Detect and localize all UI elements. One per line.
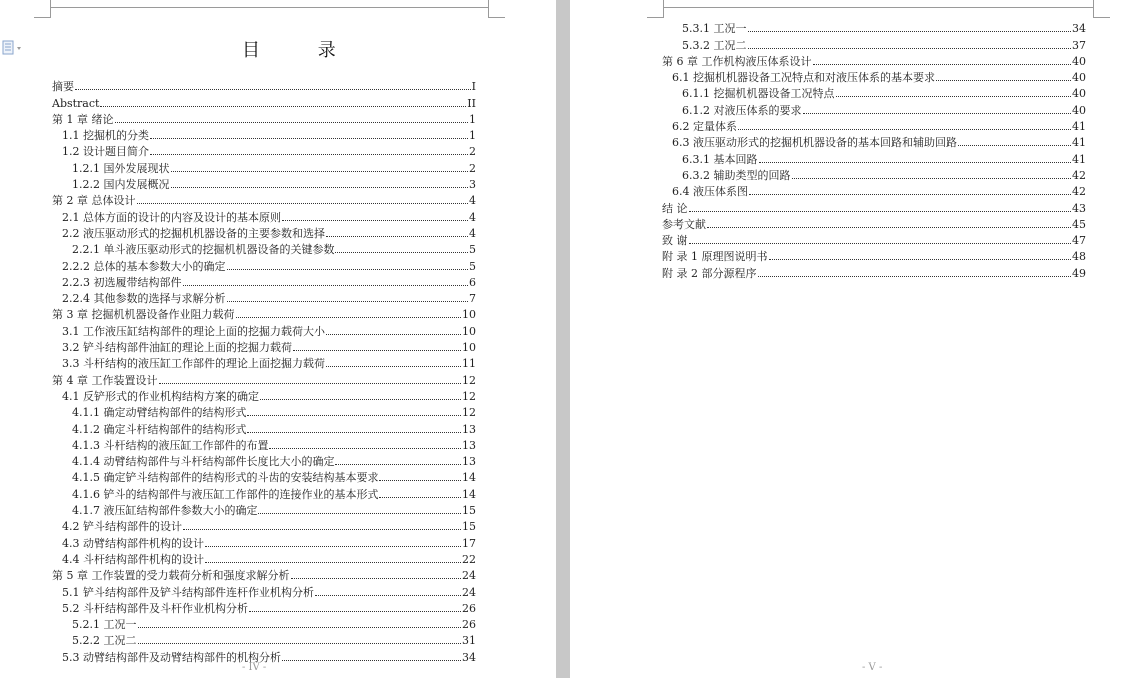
dot-leader [792, 178, 1072, 179]
toc-entry-label: 6.3.2 辅助类型的回路 [682, 168, 791, 182]
dot-leader [260, 399, 461, 400]
toc-entry[interactable] [52, 599, 476, 615]
dot-leader [738, 129, 1071, 130]
toc-entry-page-number: 42 [1072, 185, 1086, 199]
toc-entry[interactable] [52, 582, 476, 598]
dot-leader [115, 122, 469, 123]
dot-leader [249, 611, 461, 612]
toc-entry-label: 5.3 动臂结构部件及动臂结构部件的机构分析 [62, 650, 281, 664]
toc-entry-page-number: 41 [1072, 120, 1086, 134]
toc-entry-page-number: 7 [469, 292, 476, 306]
toc-entry[interactable] [662, 166, 1086, 182]
page-number-footer: - V - [862, 662, 883, 673]
toc-entry-page-number: 12 [462, 406, 476, 420]
toc-entry-page-number: 1 [469, 112, 476, 126]
dot-leader [335, 252, 468, 253]
dot-leader [293, 350, 461, 351]
toc-entry-page-number: 40 [1072, 87, 1086, 101]
dot-leader [326, 366, 461, 367]
dot-leader [335, 464, 461, 465]
toc-entry[interactable] [662, 117, 1086, 133]
dot-leader [282, 220, 468, 221]
toc-entry-page-number: 12 [462, 389, 476, 403]
crop-mark [647, 0, 664, 18]
toc-entry-page-number: 40 [1072, 54, 1086, 68]
dot-leader [183, 285, 469, 286]
crop-mark [488, 0, 505, 18]
toc-entry[interactable] [662, 149, 1086, 165]
toc-entry-page-number: I [471, 80, 476, 94]
toc-entry-page-number: 45 [1072, 217, 1086, 231]
toc-entry-label: 6.2 定量体系 [672, 120, 737, 134]
toc-entry-label: 6.1.2 对液压体系的要求 [682, 103, 802, 117]
toc-entry-page-number: 13 [462, 422, 476, 436]
toc-entry-page-number: 41 [1072, 136, 1086, 150]
toc-entry-page-number: 49 [1072, 266, 1086, 280]
dot-leader [205, 546, 461, 547]
toc-entry-page-number: 5 [469, 259, 476, 273]
toc-entry-label: 第 5 章 工作装置的受力载荷分析和强度求解分析 [52, 569, 290, 583]
toc-entry[interactable] [52, 305, 476, 321]
toc-entry[interactable] [662, 198, 1086, 214]
toc-entry-label: Abstract [52, 96, 100, 110]
toc-entry-page-number: 10 [462, 341, 476, 355]
toc-entry-label: 4.1 反铲形式的作业机构结构方案的确定 [62, 389, 259, 403]
toc-entry-label: 摘要 [52, 80, 74, 94]
toc-entry-label: 附 录 1 原理图说明书 [662, 250, 768, 264]
toc-entry-page-number: 24 [462, 585, 476, 599]
crop-mark [34, 0, 51, 18]
toc-entry[interactable] [52, 533, 476, 549]
toc-entry[interactable] [52, 550, 476, 566]
toc-entry[interactable] [52, 256, 476, 272]
dot-leader [227, 269, 469, 270]
crop-mark [1093, 0, 1110, 18]
toc-entry-label: 致 谢 [662, 234, 688, 248]
toc-entry-label: 4.1.3 斗杆结构的液压缸工作部件的布置 [72, 438, 269, 452]
table-of-contents-right [662, 19, 1086, 280]
dot-leader [159, 383, 462, 384]
toc-entry-label: 4.1.6 铲斗的结构部件与液压缸工作部件的连接作业的基本形式 [72, 487, 379, 501]
toc-entry-page-number: 14 [462, 471, 476, 485]
toc-entry-page-number: 48 [1072, 250, 1086, 264]
toc-entry[interactable] [662, 100, 1086, 116]
dot-leader [150, 154, 468, 155]
toc-entry[interactable] [52, 158, 476, 174]
toc-entry-label: 2.2.1 单斗液压驱动形式的挖掘机机器设备的关键参数 [72, 243, 335, 257]
toc-entry[interactable] [662, 19, 1086, 35]
toc-entry[interactable] [52, 468, 476, 484]
toc-entry[interactable] [662, 231, 1086, 247]
toc-entry-page-number: 40 [1072, 103, 1086, 117]
toc-entry-label: 4.1.4 动臂结构部件与斗杆结构部件长度比大小的确定 [72, 455, 335, 469]
toc-entry-page-number: 43 [1072, 201, 1086, 215]
toc-entry-page-number: 26 [462, 618, 476, 632]
dot-leader [958, 145, 1071, 146]
toc-entry[interactable] [52, 387, 476, 403]
toc-entry[interactable] [52, 175, 476, 191]
toc-entry-label: 1.2.2 国内发展概况 [72, 178, 170, 192]
toc-entry-label: 1.2 设计题目简介 [62, 145, 149, 159]
toc-entry-page-number: 41 [1072, 152, 1086, 166]
toc-entry-page-number: 40 [1072, 71, 1086, 85]
toc-entry[interactable] [52, 517, 476, 533]
toc-entry[interactable] [52, 110, 476, 126]
toc-entry[interactable] [52, 126, 476, 142]
toc-entry[interactable] [662, 52, 1086, 68]
toc-entry-label: 3.1 工作液压缸结构部件的理论上面的挖掘力载荷大小 [62, 324, 325, 338]
toc-entry-label: 6.1.1 挖掘机机器设备工况特点 [682, 87, 835, 101]
dot-leader [205, 562, 461, 563]
toc-entry-label: 4.1.7 液压缸结构部件参数大小的确定 [72, 504, 258, 518]
dot-leader [137, 203, 469, 204]
dot-leader [758, 276, 1072, 277]
toc-entry[interactable] [52, 289, 476, 305]
toc-entry-label: 6.3.1 基本回路 [682, 152, 758, 166]
toc-entry[interactable] [662, 84, 1086, 100]
toc-entry[interactable] [52, 566, 476, 582]
toc-entry-label: 第 4 章 工作装置设计 [52, 373, 158, 387]
toc-entry[interactable] [662, 68, 1086, 84]
toc-entry-page-number: 34 [462, 650, 476, 664]
toc-entry-label: 5.3.1 工况一 [682, 22, 747, 36]
toc-entry-label: 2.1 总体方面的设计的内容及设计的基本原则 [62, 210, 281, 224]
toc-entry-page-number: 34 [1072, 22, 1086, 36]
toc-entry-label: 3.2 铲斗结构部件油缸的理论上面的挖掘力载荷 [62, 341, 292, 355]
toc-entry[interactable] [662, 133, 1086, 149]
toc-entry-label: 6.4 液压体系图 [672, 185, 748, 199]
toc-entry[interactable] [52, 207, 476, 223]
dot-leader [282, 660, 461, 661]
toc-entry[interactable] [52, 436, 476, 452]
toc-entry[interactable] [52, 370, 476, 386]
toc-entry[interactable] [52, 419, 476, 435]
toc-entry-page-number: 26 [462, 601, 476, 615]
header-rule [50, 7, 488, 8]
toc-entry[interactable] [52, 615, 476, 631]
dot-leader [689, 211, 1072, 212]
dot-leader [748, 48, 1072, 49]
toc-entry-label: 6.3 液压驱动形式的挖掘机机器设备的基本回路和辅助回路 [672, 136, 957, 150]
toc-entry-page-number: 2 [469, 161, 476, 175]
toc-entry-page-number: 1 [469, 129, 476, 143]
toc-entry[interactable] [662, 215, 1086, 231]
toc-entry-page-number: 11 [462, 357, 476, 371]
dot-leader [689, 243, 1072, 244]
toc-entry-label: 第 1 章 绪论 [52, 112, 114, 126]
document-page-right [570, 0, 1137, 678]
toc-entry[interactable] [52, 484, 476, 500]
toc-entry-label: 附 录 2 部分源程序 [662, 266, 757, 280]
dot-leader [836, 96, 1072, 97]
toc-entry[interactable] [52, 403, 476, 419]
toc-entry-label: 4.1.1 确定动臂结构部件的结构形式 [72, 406, 247, 420]
toc-entry[interactable] [52, 240, 476, 256]
toc-entry-label: 5.2 斗杆结构部件及斗杆作业机构分析 [62, 601, 248, 615]
dot-leader [247, 432, 461, 433]
toc-entry-page-number: 14 [462, 487, 476, 501]
dot-leader [936, 80, 1071, 81]
dot-leader [236, 317, 462, 318]
toc-entry-page-number: 37 [1072, 38, 1086, 52]
dot-leader [291, 578, 462, 579]
toc-entry-page-number: 12 [462, 373, 476, 387]
dot-leader [150, 138, 468, 139]
toc-entry-page-number: 4 [469, 210, 476, 224]
dot-leader [171, 187, 469, 188]
toc-entry-page-number: 31 [462, 634, 476, 648]
toc-entry-label: 5.1 铲斗结构部件及铲斗结构部件连杆作业机构分析 [62, 585, 314, 599]
header-rule [663, 7, 1093, 8]
dot-leader [769, 259, 1072, 260]
toc-entry-label: 第 2 章 总体设计 [52, 194, 136, 208]
toc-entry-label: 6.1 挖掘机机器设备工况特点和对液压体系的基本要求 [672, 71, 935, 85]
toc-entry-label: 第 6 章 工作机构液压体系设计 [662, 54, 812, 68]
toc-entry-page-number: 6 [469, 275, 476, 289]
toc-entry-page-number: 13 [462, 438, 476, 452]
dot-leader [247, 415, 461, 416]
toc-entry-page-number: 22 [462, 552, 476, 566]
toc-entry[interactable] [52, 321, 476, 337]
toc-entry[interactable] [52, 77, 476, 93]
dot-leader [379, 497, 461, 498]
dot-leader [326, 334, 461, 335]
dot-leader [138, 627, 462, 628]
dot-leader [759, 162, 1072, 163]
document-layout-icon[interactable] [2, 40, 24, 56]
dot-leader [326, 236, 468, 237]
dot-leader [100, 106, 466, 107]
dot-leader [749, 194, 1071, 195]
toc-entry-label: 2.2 液压驱动形式的挖掘机机器设备的主要参数和选择 [62, 226, 325, 240]
toc-entry-page-number: 24 [462, 569, 476, 583]
toc-entry-page-number: 15 [462, 504, 476, 518]
toc-entry-page-number: 2 [469, 145, 476, 159]
toc-entry-page-number: 15 [462, 520, 476, 534]
dot-leader [707, 227, 1071, 228]
toc-entry-page-number: II [467, 96, 476, 110]
toc-entry[interactable] [662, 35, 1086, 51]
page-gutter [556, 0, 570, 678]
dot-leader [803, 113, 1072, 114]
toc-entry[interactable] [662, 263, 1086, 279]
toc-entry-label: 2.2.2 总体的基本参数大小的确定 [62, 259, 226, 273]
toc-entry-label: 结 论 [662, 201, 688, 215]
toc-entry[interactable] [662, 182, 1086, 198]
document-page-left [0, 0, 556, 678]
toc-entry[interactable] [52, 273, 476, 289]
toc-entry[interactable] [52, 142, 476, 158]
dot-leader [379, 480, 461, 481]
toc-entry-label: 1.2.1 国外发展现状 [72, 161, 170, 175]
table-of-contents-left [52, 77, 476, 664]
dot-leader [748, 31, 1072, 32]
toc-entry[interactable] [52, 501, 476, 517]
toc-entry-page-number: 4 [469, 226, 476, 240]
toc-entry-label: 参考文献 [662, 217, 706, 231]
toc-entry-label: 第 3 章 挖掘机机器设备作业阻力载荷 [52, 308, 235, 322]
toc-entry-label: 2.2.3 初选履带结构部件 [62, 275, 182, 289]
toc-entry-label: 5.3.2 工况二 [682, 38, 747, 52]
toc-title: 目 录 [242, 40, 362, 61]
dot-leader [258, 513, 461, 514]
toc-entry-page-number: 10 [462, 324, 476, 338]
toc-entry[interactable] [52, 224, 476, 240]
toc-entry-page-number: 5 [469, 243, 476, 257]
toc-entry[interactable] [52, 93, 476, 109]
toc-entry-label: 1.1 挖掘机的分类 [62, 129, 149, 143]
toc-entry-page-number: 10 [462, 308, 476, 322]
toc-entry[interactable] [52, 354, 476, 370]
page-number-footer: - IV - [242, 662, 267, 673]
dot-leader [227, 301, 469, 302]
toc-entry-page-number: 47 [1072, 234, 1086, 248]
toc-entry-label: 4.2 铲斗结构部件的设计 [62, 520, 182, 534]
toc-entry-label: 5.2.1 工况一 [72, 618, 137, 632]
dot-leader [171, 171, 469, 172]
toc-entry-page-number: 17 [462, 536, 476, 550]
toc-entry[interactable] [52, 452, 476, 468]
toc-entry-page-number: 4 [469, 194, 476, 208]
toc-entry-label: 4.4 斗杆结构部件机构的设计 [62, 552, 204, 566]
dot-leader [315, 595, 461, 596]
toc-entry-label: 3.3 斗杆结构的液压缸工作部件的理论上面挖掘力载荷 [62, 357, 325, 371]
toc-entry-label: 2.2.4 其他参数的选择与求解分析 [62, 292, 226, 306]
toc-entry[interactable] [52, 191, 476, 207]
toc-entry-page-number: 42 [1072, 168, 1086, 182]
dot-leader [813, 64, 1072, 65]
dot-leader [75, 89, 471, 90]
toc-entry-page-number: 3 [469, 178, 476, 192]
toc-entry[interactable] [52, 338, 476, 354]
dot-leader [138, 643, 462, 644]
dot-leader [183, 529, 461, 530]
toc-entry-label: 4.1.2 确定斗杆结构部件的结构形式 [72, 422, 247, 436]
toc-entry-page-number: 13 [462, 455, 476, 469]
toc-entry-label: 4.3 动臂结构部件机构的设计 [62, 536, 204, 550]
toc-entry[interactable] [662, 247, 1086, 263]
toc-entry-label: 5.2.2 工况二 [72, 634, 137, 648]
toc-entry-label: 4.1.5 确定铲斗结构部件的结构形式的斗齿的安装结构基本要求 [72, 471, 379, 485]
toc-entry[interactable] [52, 631, 476, 647]
dot-leader [269, 448, 461, 449]
